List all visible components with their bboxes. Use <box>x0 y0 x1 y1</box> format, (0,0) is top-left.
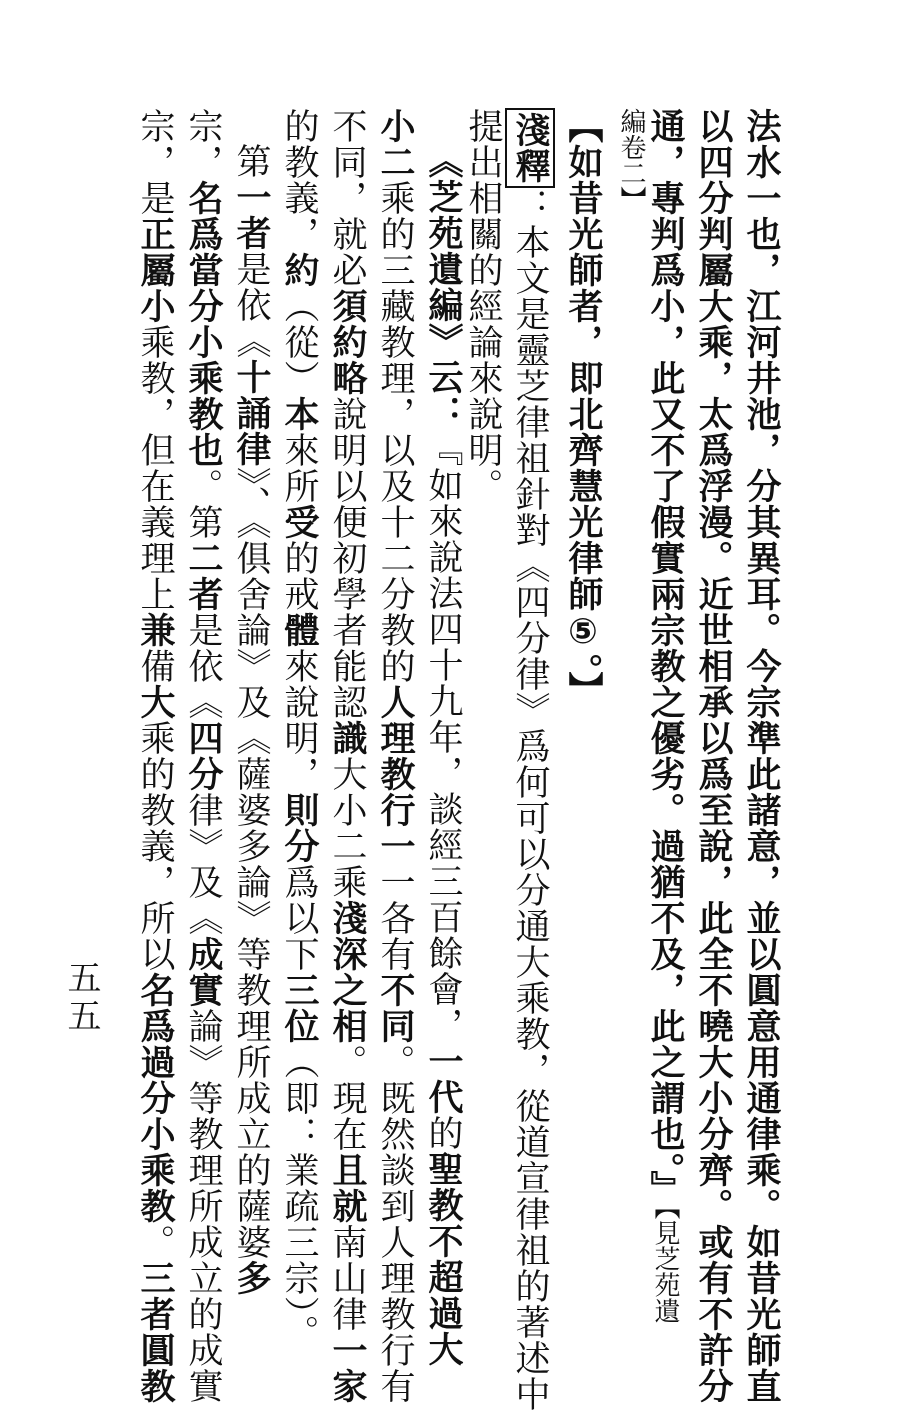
text-segment: 來說明， <box>279 648 319 792</box>
text-segment: 通，專判爲小，此又不了假實兩宗教之優劣。過猶不及，此之謂也。』 <box>645 108 685 1207</box>
text-segment: 多 <box>231 1260 271 1296</box>
text-segment: 乘的教義，所以 <box>135 720 175 972</box>
text-column-5 <box>560 108 606 1188</box>
text-segment: 乘教，但在義理上 <box>135 324 175 612</box>
text-segment: 是依《 <box>231 251 271 359</box>
text-segment: 三者圓教 <box>135 1260 175 1404</box>
text-segment: 爲以下 <box>279 864 319 972</box>
text-segment: 則分 <box>279 792 319 864</box>
text-column-6 <box>509 108 555 1412</box>
text-segment: 的戒 <box>279 540 319 612</box>
text-segment: 本 <box>279 396 319 432</box>
text-segment: 【見芝苑遺 <box>650 1206 680 1324</box>
text-column-10 <box>324 108 370 1404</box>
text-segment: 不同，就必 <box>327 108 367 288</box>
text-segment: 一者 <box>231 179 271 251</box>
page-number: 五五 <box>61 960 101 1036</box>
text-segment: 。既然談到人理教行有 <box>375 1044 415 1404</box>
text-segment: 法水一也，江河井池，分其異耳。今宗準此諸意，並以圓意用通律乘。如昔光師直 <box>741 108 781 1404</box>
text-segment: 體 <box>279 612 319 648</box>
text-segment: 且就 <box>327 1152 367 1224</box>
text-segment: （即：業疏三宗）。 <box>279 1044 319 1351</box>
text-column-12 <box>228 108 274 1296</box>
text-column-14 <box>132 108 178 1404</box>
text-segment: 是依《 <box>183 612 223 720</box>
text-segment: 的 <box>423 1115 463 1151</box>
text-segment: 一各有 <box>375 864 415 972</box>
text-segment: 。第 <box>183 468 223 540</box>
commentary-label: 淺釋 <box>505 108 555 188</box>
text-column-1 <box>738 108 784 1404</box>
text-segment: 十誦律 <box>231 359 271 467</box>
text-segment: 的教義， <box>279 108 319 252</box>
text-segment: 三位 <box>279 972 319 1044</box>
text-segment: 二者 <box>183 540 223 612</box>
text-segment: 《芝苑遺編》云： <box>423 143 463 431</box>
text-segment: 不同 <box>375 972 415 1044</box>
text-column-7 <box>460 108 506 1188</box>
text-segment: 人理教行一 <box>375 684 415 864</box>
text-segment: 【如昔光師者，即北齊慧光律師⑤。】 <box>563 108 603 708</box>
text-segment: 名爲當分小乘教也 <box>183 180 223 468</box>
text-segment: 》、《俱舍論》及《薩婆多論》等教理所成立的薩婆 <box>231 467 271 1260</box>
text-segment: 大小二乘 <box>327 756 367 900</box>
text-segment: 淺深之相 <box>327 900 367 1044</box>
text-segment: 第 <box>231 143 271 179</box>
text-segment: 乘的三藏教理，以及十二分教的 <box>375 180 415 684</box>
text-segment: 論》等教理所成立的成實 <box>183 1008 223 1404</box>
text-segment: 說明以便初學者能認 <box>327 396 367 720</box>
text-column-2 <box>690 108 736 1404</box>
text-segment: ：本文是靈芝律祖針對《四分律》爲何可以分通大乘教，從道宣律祖的著述中 <box>510 188 550 1412</box>
text-segment: 聖教不超過大 <box>423 1151 463 1367</box>
text-column-13 <box>180 108 226 1404</box>
text-segment: 一家 <box>327 1332 367 1404</box>
text-segment: 成實 <box>183 936 223 1008</box>
text-segment: 四分 <box>183 720 223 792</box>
text-column-8 <box>420 108 466 1367</box>
text-segment: 來所 <box>279 432 319 504</box>
text-segment: 南山律 <box>327 1224 367 1332</box>
text-segment: 名爲過分小乘教 <box>135 972 175 1224</box>
text-segment: 編卷二】 <box>616 108 646 212</box>
text-segment: 大 <box>135 684 175 720</box>
text-segment: 兼 <box>135 612 175 648</box>
text-segment: （從） <box>279 288 319 396</box>
text-segment: 。 <box>135 1224 175 1260</box>
text-segment: 一代 <box>423 1043 463 1115</box>
text-segment: 律》及《 <box>183 792 223 936</box>
text-segment: 提出相關的經論來說明。 <box>463 108 503 504</box>
text-segment: 宗， <box>183 108 223 180</box>
text-column-9 <box>372 108 418 1404</box>
text-column-11 <box>276 108 322 1351</box>
text-segment: 『如來說法四十九年，談經三百餘會， <box>423 431 463 1043</box>
text-segment: 約 <box>279 252 319 288</box>
text-segment: 小二 <box>375 108 415 180</box>
text-segment: 以四分判屬大乘，太爲浮漫。近世相承以爲至說，此全不曉大小分齊。或有不許分 <box>693 108 733 1404</box>
text-segment: 備 <box>135 648 175 684</box>
text-column-4 <box>608 108 654 1188</box>
text-segment: 。現在 <box>327 1044 367 1152</box>
text-segment: 宗，是 <box>135 108 175 216</box>
text-segment: 須約略 <box>327 288 367 396</box>
text-segment: 受 <box>279 504 319 540</box>
text-segment: 正屬小 <box>135 216 175 324</box>
text-segment: 識 <box>327 720 367 756</box>
